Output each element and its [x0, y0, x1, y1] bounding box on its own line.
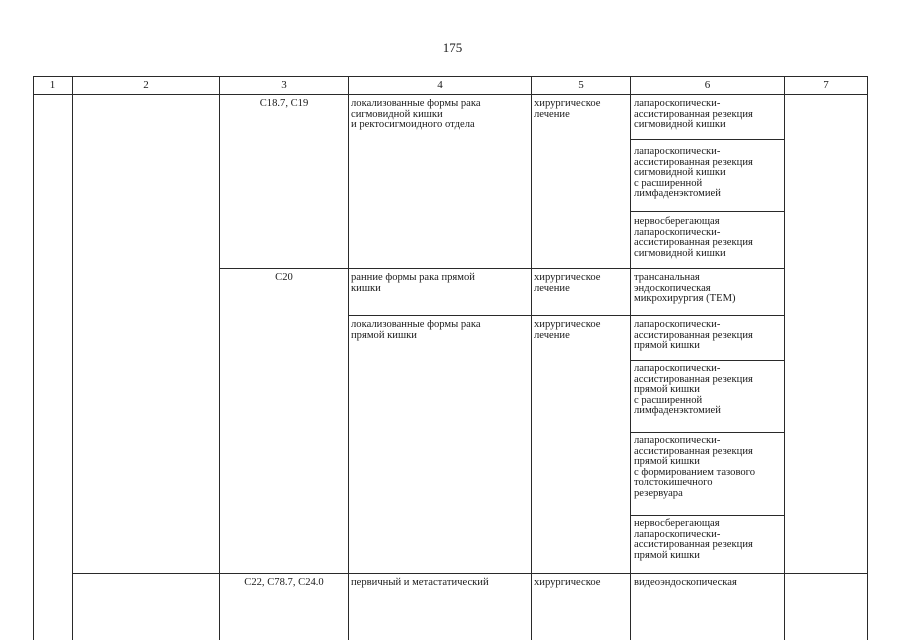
treatment-cell: хирургическое лечение: [534, 272, 601, 294]
col-divider-1: [72, 76, 73, 640]
row-separator: [73, 573, 868, 574]
method-separator: [631, 360, 785, 361]
method-cell: нервосберегающая лапароскопически- ассистированная резекция прямой кишки: [634, 518, 753, 561]
code-cell: C22, C78.7, C24.0: [244, 577, 324, 588]
method-separator: [631, 139, 785, 140]
table-border-top: [33, 76, 868, 77]
treatment-cell: хирургическое лечение: [534, 98, 601, 120]
code-cell: C18.7, C19: [259, 98, 309, 109]
row-separator: [220, 268, 785, 269]
method-cell: нервосберегающая лапароскопически- ассистированная резекция сигмовидной кишки: [634, 216, 753, 259]
col-divider-6: [784, 76, 785, 640]
diagnosis-cell: локализованные формы рака прямой кишки: [351, 319, 481, 341]
page-number: 175: [442, 40, 463, 55]
method-separator: [631, 432, 785, 433]
col-divider-3: [348, 76, 349, 640]
col-divider-4: [531, 76, 532, 640]
column-header-3: 3: [281, 79, 287, 91]
column-header-4: 4: [437, 79, 443, 91]
method-separator: [631, 211, 785, 212]
diagnosis-cell: локализованные формы рака сигмовидной кишки и ректосигмоидного отдела: [351, 98, 481, 131]
table-border-left: [33, 76, 34, 640]
medical-procedures-table: [33, 76, 868, 640]
method-cell: лапароскопически- ассистированная резекция прямой кишки с формированием тазового толстокишечного резервуара: [634, 435, 756, 499]
column-header-2: 2: [143, 79, 149, 91]
code-cell: C20: [275, 272, 293, 283]
column-header-7: 7: [823, 79, 829, 91]
col-divider-2: [219, 76, 220, 640]
method-cell: видеоэндоскопическая: [634, 577, 737, 588]
column-header-6: 6: [704, 79, 711, 91]
row-separator: [349, 315, 785, 316]
header-divider: [33, 94, 868, 95]
column-header-5: 5: [578, 79, 584, 91]
col-divider-5: [630, 76, 631, 640]
method-cell: трансанальная эндоскопическая микрохирургия (ТЕМ): [634, 272, 736, 305]
diagnosis-cell: первичный и метастатический: [351, 577, 489, 588]
method-cell: лапароскопически- ассистированная резекция прямой кишки с расширенной лимфаденэктомией: [634, 363, 753, 417]
diagnosis-cell: ранние формы рака прямой кишки: [351, 272, 475, 294]
method-cell: лапароскопически- ассистированная резекция сигмовидной кишки: [634, 98, 753, 131]
column-header-1: 1: [49, 79, 56, 91]
table-border-right: [867, 76, 868, 640]
method-cell: лапароскопически- ассистированная резекция прямой кишки: [634, 319, 753, 352]
method-separator: [631, 515, 785, 516]
treatment-cell: хирургическое лечение: [534, 319, 601, 341]
method-cell: лапароскопически- ассистированная резекция сигмовидной кишки с расширенной лимфаденэктомией: [634, 146, 753, 200]
treatment-cell: хирургическое: [534, 577, 601, 588]
